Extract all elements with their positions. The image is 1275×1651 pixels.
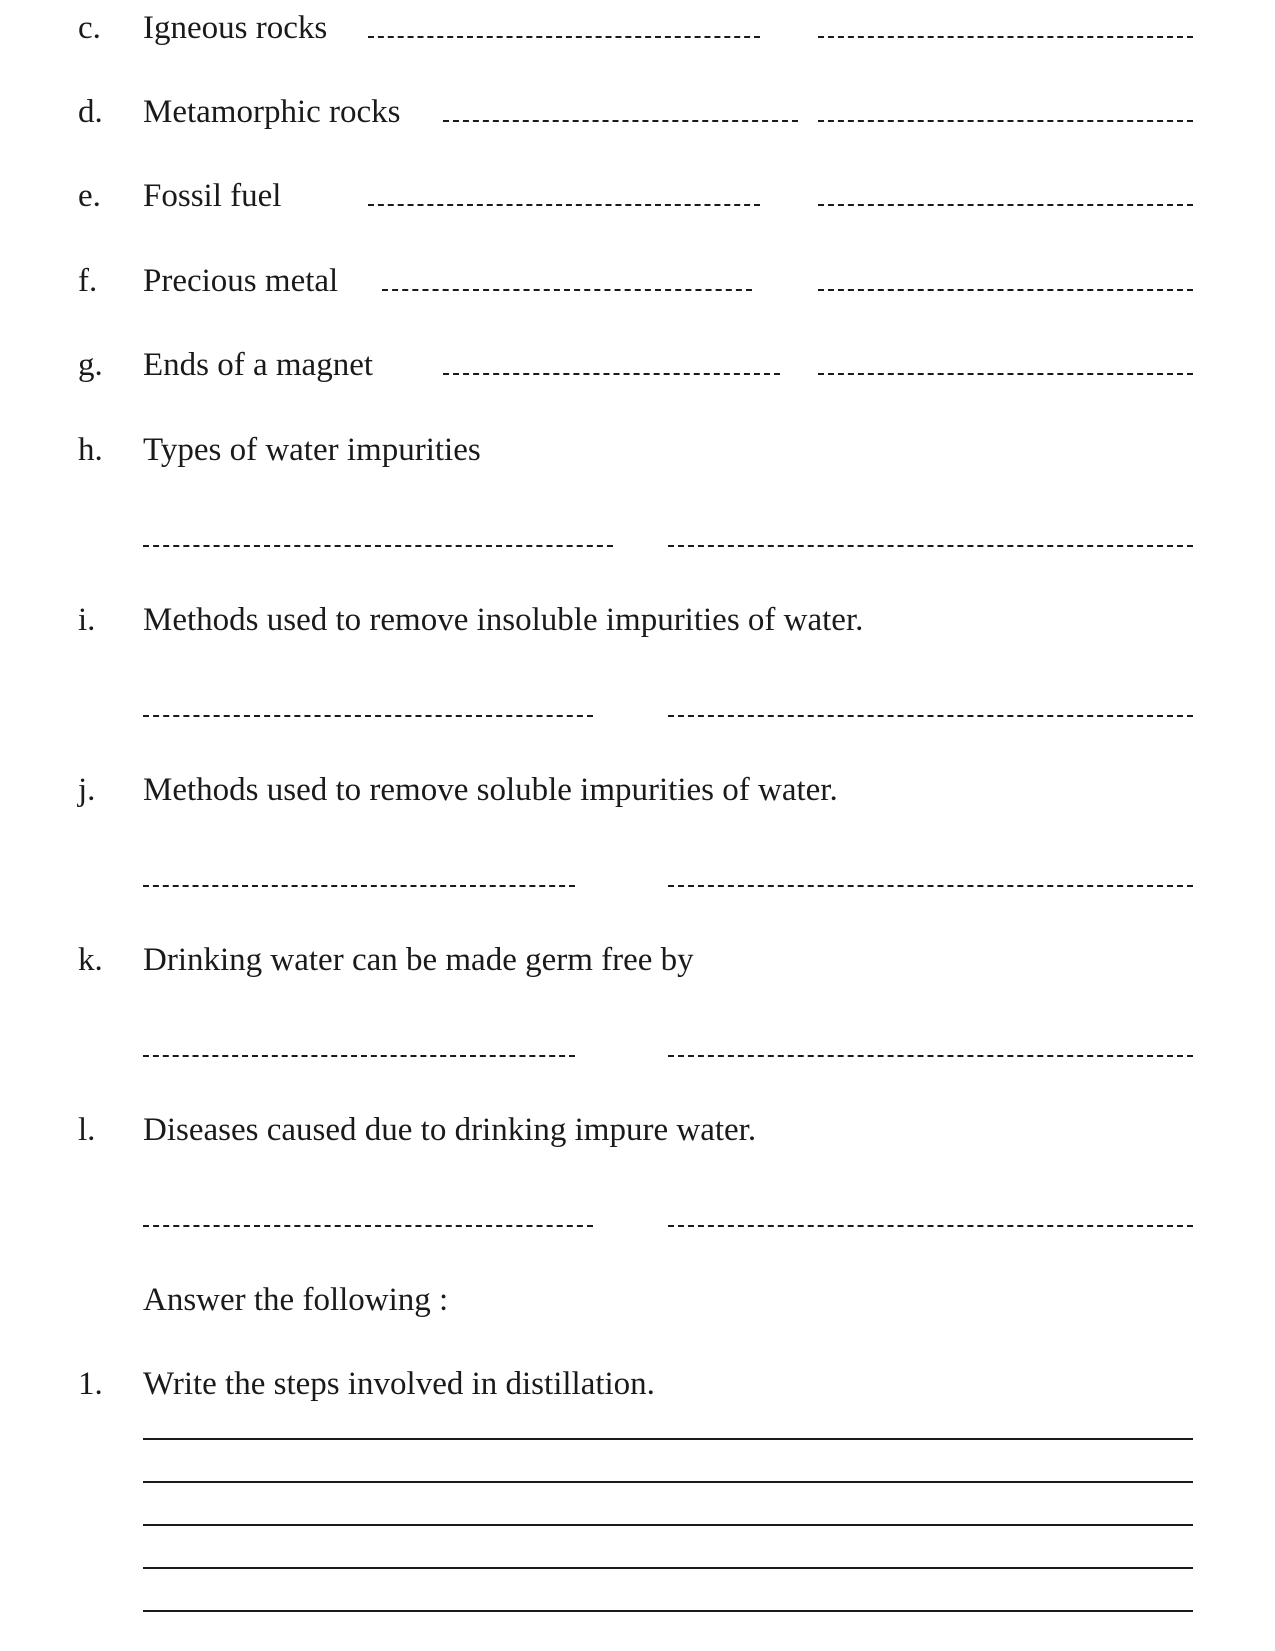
item-i-letter: i. [78, 602, 96, 638]
item-g-answer-blank-2[interactable] [818, 373, 1193, 375]
item-l-letter: l. [78, 1112, 96, 1148]
item-i-answer-blank-2[interactable] [668, 715, 1193, 717]
item-j-label: Methods used to remove soluble impurities of water. [143, 772, 838, 808]
item-c-letter: c. [78, 10, 101, 46]
item-d-letter: d. [78, 94, 103, 130]
item-f-answer-blank-2[interactable] [818, 289, 1193, 291]
item-h-label: Types of water impurities [143, 432, 481, 468]
item-g-label: Ends of a magnet [143, 347, 374, 383]
item-c-label: Igneous rocks [143, 10, 328, 46]
item-l-label: Diseases caused due to drinking impure water. [143, 1112, 757, 1148]
item-l-answer-blank-2[interactable] [668, 1225, 1193, 1227]
item-h-answer-blank-2[interactable] [668, 545, 1193, 547]
item-f-answer-blank-1[interactable] [382, 289, 752, 291]
item-d-answer-blank-1[interactable] [443, 120, 798, 122]
item-c-answer-blank-2[interactable] [818, 36, 1193, 38]
item-f-label: Precious metal [143, 263, 339, 299]
question-1-text: Write the steps involved in distillation. [143, 1366, 655, 1402]
item-k-answer-blank-1[interactable] [143, 1055, 575, 1057]
item-f-letter: f. [78, 263, 98, 299]
item-h-letter: h. [78, 432, 103, 468]
answer-line[interactable] [143, 1481, 1193, 1483]
answer-line[interactable] [143, 1438, 1193, 1440]
item-e-answer-blank-2[interactable] [818, 204, 1193, 206]
item-h-answer-blank-1[interactable] [143, 545, 613, 547]
item-j-letter: j. [78, 772, 96, 808]
item-d-label: Metamorphic rocks [143, 94, 401, 130]
item-k-letter: k. [78, 942, 103, 978]
item-c-answer-blank-1[interactable] [368, 36, 760, 38]
answer-line[interactable] [143, 1610, 1193, 1612]
item-l-answer-blank-1[interactable] [143, 1225, 593, 1227]
item-e-letter: e. [78, 178, 101, 214]
question-1-number: 1. [78, 1366, 103, 1402]
item-e-answer-blank-1[interactable] [368, 204, 760, 206]
answer-line[interactable] [143, 1567, 1193, 1569]
section-heading: Answer the following : [143, 1282, 449, 1318]
item-i-answer-blank-1[interactable] [143, 715, 593, 717]
item-k-label: Drinking water can be made germ free by [143, 942, 694, 978]
item-i-label: Methods used to remove insoluble impurities of water. [143, 602, 864, 638]
item-g-answer-blank-1[interactable] [443, 373, 780, 375]
item-k-answer-blank-2[interactable] [668, 1055, 1193, 1057]
item-g-letter: g. [78, 347, 103, 383]
item-e-label: Fossil fuel [143, 178, 282, 214]
item-j-answer-blank-2[interactable] [668, 885, 1193, 887]
answer-line[interactable] [143, 1524, 1193, 1526]
item-j-answer-blank-1[interactable] [143, 885, 575, 887]
item-d-answer-blank-2[interactable] [818, 120, 1193, 122]
